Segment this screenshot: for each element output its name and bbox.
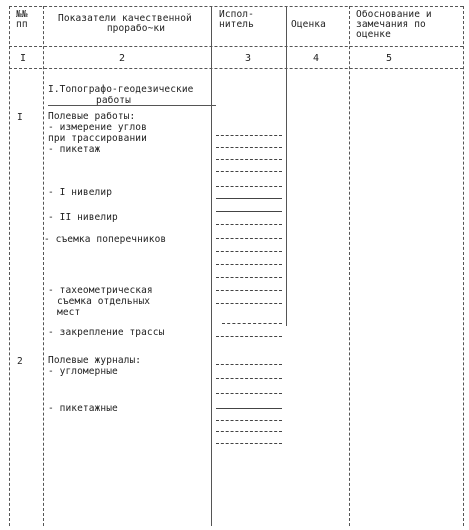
header-col1: №№ пп (16, 9, 28, 30)
column-line-5 (349, 6, 350, 526)
column-line-3 (211, 6, 212, 526)
blank-line (216, 364, 282, 365)
blank-line (216, 336, 282, 337)
col-number-3: 3 (245, 53, 252, 64)
row-text-cross-sections: - съемка поперечников (44, 234, 167, 245)
row-text-route-fixing: - закрепление трассы (48, 327, 165, 338)
column-line-4 (286, 6, 287, 326)
top-rule (9, 6, 463, 7)
blank-line (216, 264, 282, 265)
blank-line (216, 408, 282, 409)
header-col2: Показатели качественной прорабо~ки (58, 13, 192, 34)
blank-line (216, 159, 282, 160)
blank-line (216, 443, 282, 444)
blank-line (216, 290, 282, 291)
row-text-journals: Полевые журналы: - угломерные (48, 355, 142, 377)
header-rule (9, 46, 463, 47)
column-line-1 (9, 6, 10, 526)
row-text-picket-journals: - пикетажные (48, 403, 118, 414)
column-line-6 (463, 6, 464, 526)
blank-line (216, 251, 282, 252)
blank-line (216, 186, 282, 187)
row-text-tacheometric: - тахеометрическая съемка отдельных мест (48, 285, 153, 318)
section-heading: I.Топографо-геодезические работы (48, 84, 194, 106)
blank-line (216, 431, 282, 432)
blank-line (216, 211, 282, 212)
row-text-level-2: - II нивелир (48, 212, 118, 223)
section-underline (48, 105, 216, 106)
col-number-4: 4 (313, 53, 320, 64)
row-text-field-work: Полевые работы: - измерение углов при трассировании - пикетаж (48, 111, 147, 155)
blank-line (216, 198, 282, 199)
column-line-2 (43, 6, 44, 526)
blank-line (216, 420, 282, 421)
row-number: I (17, 112, 23, 123)
blank-line (216, 303, 282, 304)
blank-line (216, 224, 282, 225)
row-text-level-1: - I нивелир (48, 187, 113, 198)
blank-line (216, 171, 282, 172)
col-number-1: I (20, 53, 27, 64)
blank-line (216, 147, 282, 148)
blank-line (216, 238, 282, 239)
blank-line (216, 135, 282, 136)
header-col3: Испол- нитель (219, 9, 254, 30)
header-col5: Обоснование и замечания по оценке (356, 9, 432, 40)
row-number: 2 (17, 356, 23, 367)
header-col4: Оценка (291, 19, 326, 30)
blank-line (216, 378, 282, 379)
blank-line (216, 277, 282, 278)
numbers-rule (9, 68, 463, 69)
blank-line (216, 393, 282, 394)
col-number-5: 5 (386, 53, 393, 64)
col-number-2: 2 (119, 53, 126, 64)
blank-line (222, 323, 282, 324)
